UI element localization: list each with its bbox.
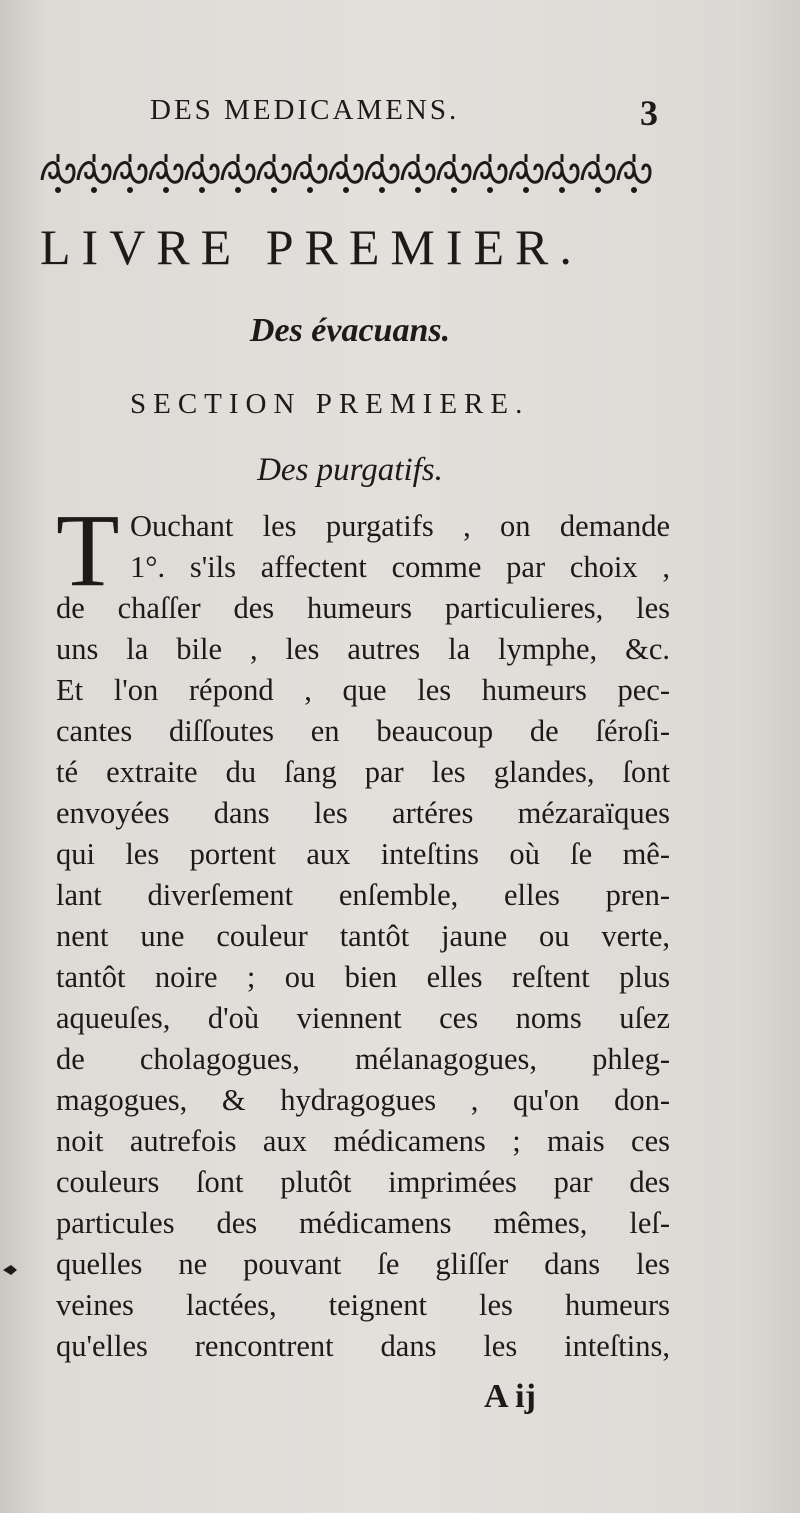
fleuron-dot (559, 187, 565, 193)
fleuron-dot (595, 187, 601, 193)
text-line: particules des médicamens mêmes, leſ- (56, 1206, 670, 1240)
text-line: envoyées dans les artéres mézaraïques (56, 796, 670, 830)
text-line: tantôt noire ; ou bien elles reſtent plus (56, 960, 670, 994)
fleuron-dot (523, 187, 529, 193)
text-line: noit autrefois aux médicamens ; mais ces (56, 1124, 670, 1158)
section-subheading: Des purgatifs. (257, 452, 443, 488)
fleuron-motif (366, 154, 398, 182)
text-line: Et l'on répond , que les humeurs pec- (56, 673, 670, 707)
text-line: 1°. s'ils affectent comme par choix , (130, 550, 670, 584)
text-line: aqueuſes, d'où viennent ces noms uſez (56, 1001, 670, 1035)
text-line: qui les portent aux inteſtins où ſe mê- (56, 837, 670, 871)
fleuron-motif (78, 154, 110, 182)
signature-mark: A ij (484, 1378, 536, 1415)
fleuron-motif (438, 154, 470, 182)
fleuron-motif (222, 154, 254, 182)
fleuron-motif (258, 154, 290, 182)
fleuron-border-ornament (38, 150, 664, 196)
body-text (56, 493, 670, 1367)
fleuron-dot (343, 187, 349, 193)
text-line: de chaſſer des humeurs particulieres, les (56, 591, 670, 625)
fleuron-dot (55, 187, 61, 193)
fleuron-dot (631, 187, 637, 193)
fleuron-dot (451, 187, 457, 193)
fleuron-motif (510, 154, 542, 182)
book-title: LIVRE PREMIER. (40, 219, 583, 275)
fleuron-dot (415, 187, 421, 193)
fleuron-motif (402, 154, 434, 182)
fleuron-dot (127, 187, 133, 193)
fleuron-dot (91, 187, 97, 193)
text-line: quelles ne pouvant ſe gliſſer dans les (56, 1247, 670, 1281)
margin-bullet-icon (2, 1262, 18, 1278)
fleuron-dot (271, 187, 277, 193)
drop-cap: T (56, 493, 120, 608)
text-line: qu'elles rencontrent dans les inteſtins, (56, 1329, 670, 1363)
text-line: té extraite du ſang par les glandes, ſont (56, 755, 670, 789)
fleuron-motif (186, 154, 218, 182)
text-line: nent une couleur tantôt jaune ou verte, (56, 919, 670, 953)
fleuron-dot (199, 187, 205, 193)
section-heading: SECTION PREMIERE. (130, 388, 530, 420)
book-subtitle: Des évacuans. (249, 312, 451, 349)
running-head (150, 94, 550, 127)
text-line: uns la bile , les autres la lymphe, &c. (56, 632, 670, 666)
fleuron-motif (546, 154, 578, 182)
fleuron-motif (330, 154, 362, 182)
fleuron-motif (42, 154, 74, 182)
text-line: lant diverſement enſemble, elles pren- (56, 878, 670, 912)
text-line: magogues, & hydragogues , qu'on don- (56, 1083, 670, 1117)
fleuron-dot (379, 187, 385, 193)
fleuron-dot (163, 187, 169, 193)
fleuron-dot (487, 187, 493, 193)
fleuron-motif (114, 154, 146, 182)
running-title: DES MEDICAMENS. (150, 94, 460, 126)
fleuron-motif (474, 154, 506, 182)
text-line: cantes diſſoutes en beaucoup de ſéroſi- (56, 714, 670, 748)
fleuron-dot (307, 187, 313, 193)
text-line: couleurs ſont plutôt imprimées par des (56, 1165, 670, 1199)
text-line: de cholagogues, mélanagogues, phleg- (56, 1042, 670, 1076)
page-number: 3 (640, 93, 658, 133)
fleuron-motif (618, 154, 650, 182)
text-line: Ouchant les purgatifs , on demande (130, 509, 670, 543)
fleuron-dot (235, 187, 241, 193)
text-line: veines lactées, teignent les humeurs (56, 1288, 670, 1322)
fleuron-motif (582, 154, 614, 182)
fleuron-motif (150, 154, 182, 182)
fleuron-motif (294, 154, 326, 182)
